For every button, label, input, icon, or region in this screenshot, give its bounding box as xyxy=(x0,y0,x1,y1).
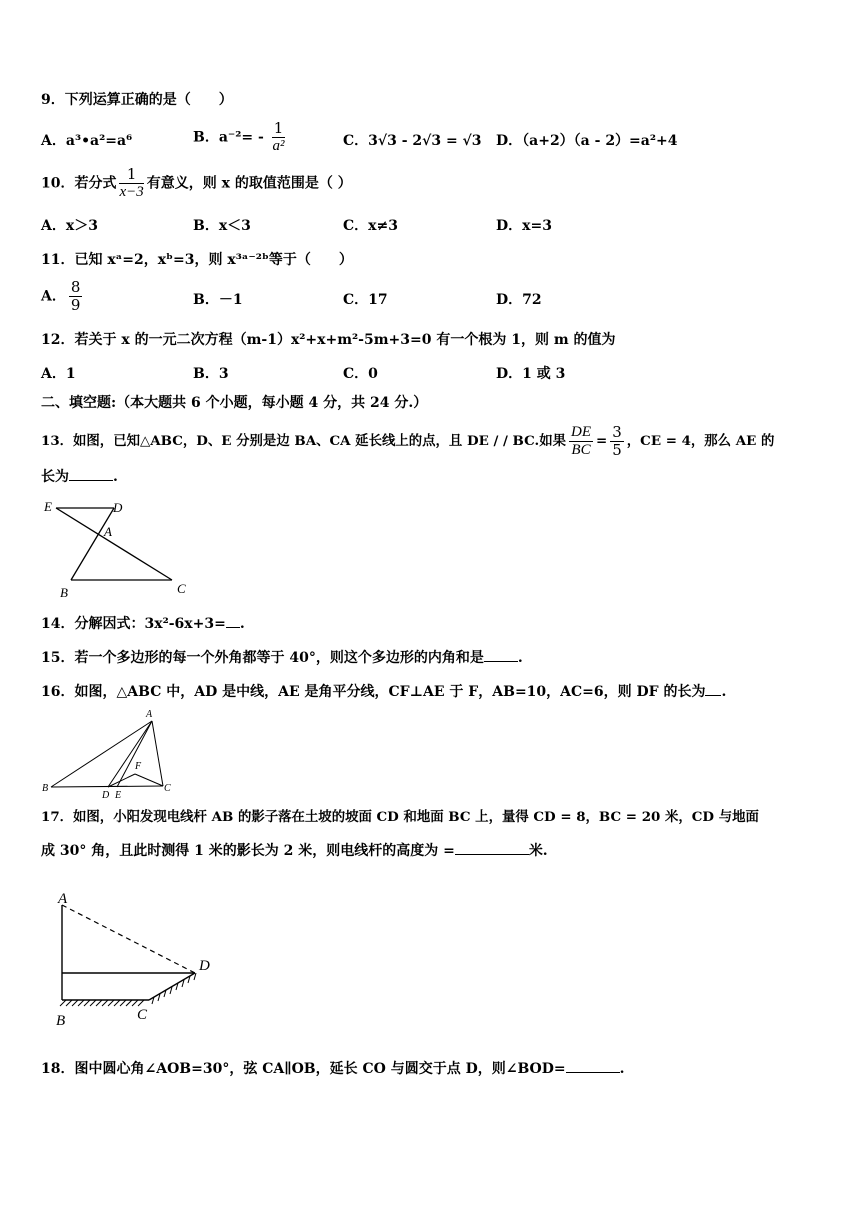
q13-answer-blank[interactable] xyxy=(69,468,113,481)
q13-frac-den: BC xyxy=(571,442,591,458)
q13-line2 xyxy=(41,467,118,487)
q9-b-text: a⁻²= - xyxy=(218,129,264,146)
q10-frac-num: 1 xyxy=(119,166,143,184)
q11-a-num: 8 xyxy=(70,278,81,296)
q9-option-d xyxy=(496,131,677,151)
q17-line2-text: 成 30° 角，且此时测得 1 米的影长为 2 米，则电线杆的高度为 = xyxy=(41,843,455,859)
q13-frac-num: DE xyxy=(571,424,591,440)
q11-a-fraction xyxy=(69,279,83,314)
q16-answer-blank[interactable] xyxy=(705,683,721,696)
q10-option-b: B．x＜3 xyxy=(193,218,251,234)
q10-option-a: A．x＞3 xyxy=(41,218,98,234)
q14-text: 14．分解因式：3x²-6x+3= xyxy=(41,616,226,632)
q9-stem: 9．下列运算正确的是（ ） xyxy=(41,92,233,108)
q10-stem-pre: 10．若分式 xyxy=(41,175,117,192)
q16-label-b: B xyxy=(42,783,49,794)
q16-label-c: C xyxy=(164,783,171,794)
q11-stem: 11．已知 xᵃ=2，xᵇ=3，则 x³ᵃ⁻²ᵇ等于（ ） xyxy=(41,252,353,268)
q17-ground-hatch xyxy=(60,973,196,1006)
q15-answer-blank[interactable] xyxy=(484,649,518,662)
q16-label-e: E xyxy=(115,790,122,801)
q17-figure xyxy=(40,885,230,1030)
q9-a-label: A． xyxy=(41,133,66,149)
q9-b-label: B． xyxy=(193,129,219,146)
q12-option-d: D．1 或 3 xyxy=(496,366,566,382)
q12-option-a: A．1 xyxy=(41,366,76,382)
q15-text: 15．若一个多边形的每一个外角都等于 40°，则这个多边形的内角和是 xyxy=(41,650,484,666)
q17-line2-end: 米. xyxy=(528,843,548,859)
q13-line2-text: 长为 xyxy=(41,469,69,485)
q9-a-text: a³•a²=a⁶ xyxy=(65,133,133,149)
q13-stem-post: ，CE = 4，那么 AE 的 xyxy=(626,433,775,449)
q13-stem-pre: 13．如图，已知△ABC，D、E 分别是边 BA、CA 延长线上的点，且 DE / / BC.如果 xyxy=(41,433,566,449)
q11-option-a xyxy=(41,279,85,314)
section-heading: 二、填空题:（本大题共 6 个小题，每小题 4 分，共 24 分.） xyxy=(41,395,428,411)
q10-option-d: D．x=3 xyxy=(496,218,552,234)
q15-stem xyxy=(41,648,523,668)
q18-end: . xyxy=(619,1061,625,1077)
q12-stem: 12．若关于 x 的一元二次方程（m-1）x²+x+m²-5m+3=0 有一个根为 1，则 m 的值为 xyxy=(41,332,616,348)
q17-label-b: B xyxy=(56,1013,66,1029)
q16-label-d: D xyxy=(102,790,110,801)
q18-answer-blank[interactable] xyxy=(566,1060,620,1073)
q11-option-c: C．17 xyxy=(343,292,388,308)
q14-stem xyxy=(41,614,245,634)
q13-ratio-fraction xyxy=(569,424,593,459)
q16-label-a: A xyxy=(146,709,153,720)
q9-option-c xyxy=(343,131,482,151)
q11-option-d: D．72 xyxy=(496,292,542,308)
q16-figure xyxy=(40,706,180,802)
q17-label-d: D xyxy=(199,958,210,974)
q17-label-c: C xyxy=(137,1007,148,1023)
q13-value-fraction xyxy=(610,424,624,459)
q11-option-b: B．－1 xyxy=(193,292,243,308)
q13-label-a: A xyxy=(104,524,112,539)
q13-val-num: 3 xyxy=(612,423,622,441)
q18-stem xyxy=(41,1059,625,1079)
q15-end: . xyxy=(517,650,523,666)
q17-line2 xyxy=(41,841,548,861)
q12-option-c: C．0 xyxy=(343,366,378,382)
q13-figure xyxy=(40,495,200,603)
q9-b-den: a² xyxy=(272,138,285,154)
q10-fraction xyxy=(119,166,143,201)
q9-c-label: C． xyxy=(343,133,369,149)
q11-a-label: A． xyxy=(41,288,66,305)
q9-c-text: 3√3 - 2√3 = √3 xyxy=(368,133,482,149)
q9-b-fraction xyxy=(272,120,286,155)
q10-frac-den: x−3 xyxy=(119,184,144,200)
q16-text: 16．如图，△ABC 中，AD 是中线，AE 是角平分线，CF⊥AE 于 F，AB=10，AC=6，则 DF 的长为 xyxy=(41,684,706,700)
q16-stem xyxy=(41,682,726,702)
q9-option-a xyxy=(41,131,132,151)
q13-line2-end: . xyxy=(113,469,118,485)
q10-stem-post: 有意义，则 x 的取值范围是（ ） xyxy=(146,175,352,192)
q14-answer-blank[interactable] xyxy=(226,615,240,628)
q11-a-den: 9 xyxy=(70,296,81,314)
q13-label-e: E xyxy=(44,499,52,514)
q17-answer-blank[interactable] xyxy=(455,842,529,855)
q13-label-b: B xyxy=(60,585,68,600)
q16-label-f: F xyxy=(135,761,142,772)
q13-stem xyxy=(41,424,774,459)
q13-label-d: D xyxy=(113,500,123,515)
q9-option-b xyxy=(193,120,288,155)
q13-equals: = xyxy=(596,433,608,449)
q13-val-den: 5 xyxy=(612,441,622,459)
q9-d-text: （a+2）（a - 2）=a²+4 xyxy=(522,133,678,149)
q17-label-a: A xyxy=(58,891,68,907)
q10-stem xyxy=(41,166,352,201)
q9-b-num: 1 xyxy=(273,119,284,137)
q16-end: . xyxy=(721,684,727,700)
q12-option-b: B．3 xyxy=(193,366,229,382)
q10-option-c: C．x≠3 xyxy=(343,218,398,234)
q18-text: 18．图中圆心角∠AOB=30°，弦 CA∥OB，延长 CO 与圆交于点 D，则∠BOD= xyxy=(41,1061,566,1077)
q9-d-label: D． xyxy=(496,133,523,149)
q14-end: . xyxy=(239,616,245,632)
q13-label-c: C xyxy=(177,581,186,596)
q17-line1: 17．如图，小阳发现电线杆 AB 的影子落在土坡的坡面 CD 和地面 BC 上，量得 CD = 8，BC = 20 米，CD 与地面 xyxy=(41,809,759,825)
